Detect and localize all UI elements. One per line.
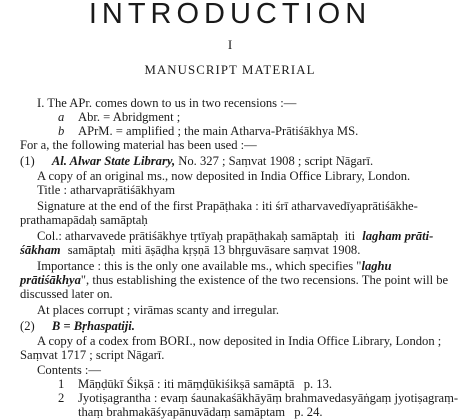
entry-1-signature [37,199,451,213]
page-title: INTRODUCTION [88,0,372,30]
contents-item-2-number: 2 [58,390,65,405]
entry-2-name: B = Bṛhaspatiji. [51,318,135,333]
entry-2-heading [20,319,135,333]
material-intro: For a, the following material has been used :— [20,138,257,153]
entry-2-copy-note: A copy of a codex from BORI., now deposited in India Office Library, London ; [37,333,442,348]
signature-text: Signature at the end of the first Prapāṭhaka : iti śrī atharvavedīyaprātiśākhe- [37,198,418,213]
signature-continued: prathamapādaḥ samāptaḥ [20,212,148,227]
item-b-text: APrM. = amplified ; the main Atharva-Prātiśākhya MS. [78,123,359,138]
contents-item-2-text: Jyotiṣagrantha : evaṃ śaunakaśākhāyāṃ brahmavedasyāṅgaṃ jyotiṣagraṃ- [78,390,459,405]
entry-1-copy-note: A copy of an original ms., now deposited in India Office Library, London. [37,168,411,183]
entry-1-condition: At places corrupt ; virāmas scanty and irregular. [37,302,279,317]
importance-end: discussed later on. [20,286,113,301]
recensions-line: I. The APr. comes down to us in two recensions :— [37,95,297,110]
entry-1-details: No. 327 ; Saṃvat 1908 ; script Nāgarī. [178,153,374,168]
contents-item-1-text: Māṇḍūkī Śikṣā : iti māṃḍūkiśikṣā samāptā [78,376,295,391]
item-a-letter: a [58,109,65,124]
contents-item-2-text-2: thaṃ brahmakāśyapānuvādaṃ samāptam [78,405,286,419]
importance-emphasis-2: prātiśākhya [20,272,81,287]
colophon-date: miti āṣāḍha kṛṣṇā 13 bhṛguvāsare saṃvat 1908. [121,242,361,257]
contents-heading: Contents :— [37,362,102,377]
importance-emphasis: laghu [361,258,392,273]
colophon-iti: iti [344,228,356,243]
entry-1-colophon [37,229,433,243]
importance-continued [20,273,448,287]
contents-item-1 [78,377,332,391]
contents-item-1-number: 1 [58,376,65,391]
entry-1-name: Al. Alwar State Library, [51,153,176,168]
contents-item-2-continued [78,405,323,419]
entry-2-details: Saṃvat 1717 ; script Nāgarī. [20,347,165,362]
colophon-text: Col.: atharvavede prātiśākhye tṛtīyaḥ prapāṭhakaḥ samāptaḥ [37,228,339,243]
item-b-letter: b [58,123,65,138]
contents-item-1-page: p. 13. [303,376,333,391]
contents-item-2-page: p. 24. [294,405,323,419]
section-heading: MANUSCRIPT MATERIAL [144,63,316,77]
colophon-emphasis: lagham prāti- [362,228,434,243]
importance-text: Importance : this is the only one available ms., which specifies " [37,258,362,273]
colophon-emphasis-2: śākham [20,242,61,257]
entry-2-number: (2) [20,318,35,333]
item-a-text: Abr. = Abridgment ; [78,109,181,124]
colophon-samaptah: samāptaḥ [67,242,116,257]
chapter-number: I [227,37,233,52]
importance-text-2: ", thus establishing the existence of the two recensions. The point will be [80,272,449,287]
entry-1-title: Title : atharvaprātiśākhyam [37,182,176,197]
colophon-continued [20,243,360,257]
entry-1-importance [37,259,392,273]
entry-1-heading [20,154,373,168]
entry-1-number: (1) [20,153,35,168]
